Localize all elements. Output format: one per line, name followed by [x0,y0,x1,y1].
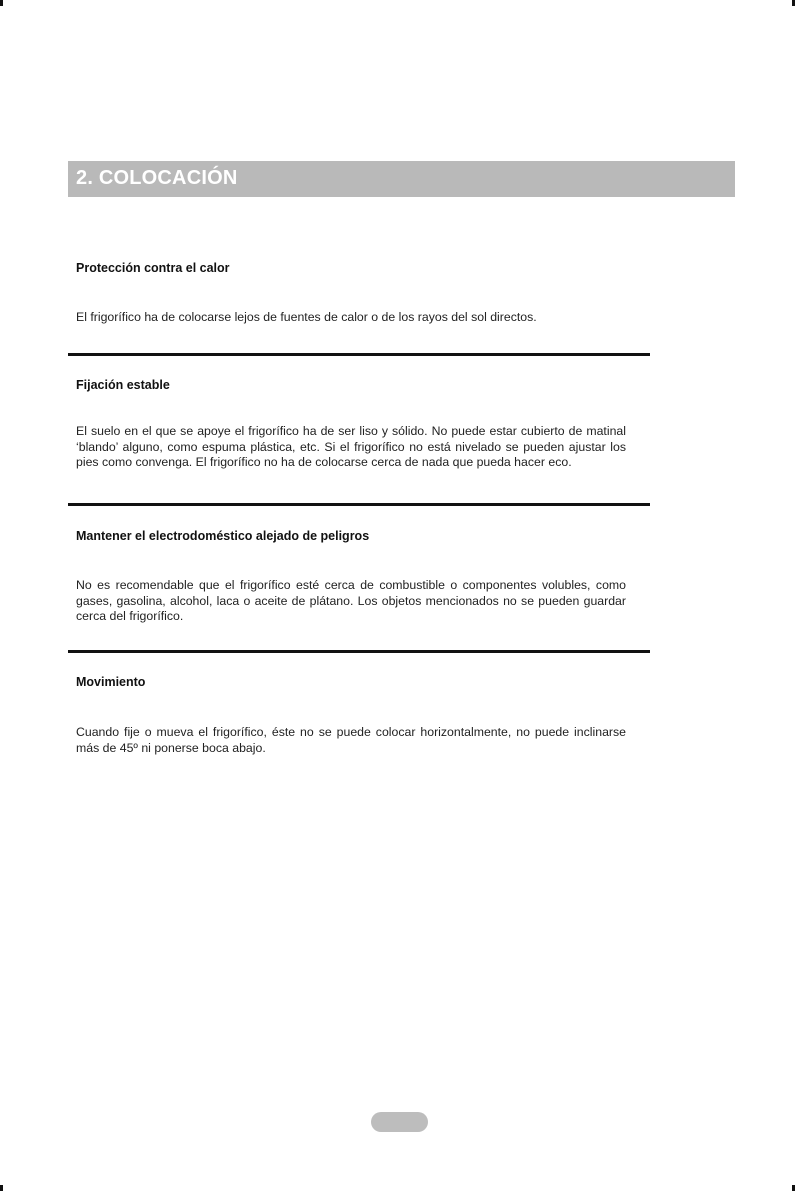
paragraph-stable-fixing: El suelo en el que se apoye el frigorífico ha de ser liso y sólido. No puede estar cubierto de matinal ‘blando’ alguno, como espuma plástica, etc. Si el frigorífico no está nivelado se pueden ajustar los pies como convenga. El frigorífico no ha de colocarse cerca de nada que pueda hacer eco. [76,424,626,470]
crop-mark [0,0,3,6]
heading-stable-fixing: Fijación estable [76,378,170,392]
heading-movement: Movimiento [76,675,146,689]
section-divider [68,503,650,506]
section-header [68,161,735,197]
heading-keep-away-hazards: Mantener el electrodoméstico alejado de peligros [76,529,370,543]
paragraph-keep-away-hazards: No es recomendable que el frigorífico esté cerca de combustible o componentes volubles, como gases, gasolina, alcohol, laca o aceite de plátano. Los objetos mencionados no se pueden guardar cerca del frigorífico. [76,578,626,624]
paragraph-movement: Cuando fije o mueva el frigorífico, éste no se puede colocar horizontalmente, no puede inclinarse más de 45º ni ponerse boca abajo. [76,725,626,755]
page-number-pill [371,1112,428,1132]
crop-mark [0,1185,3,1191]
section-divider [68,650,650,653]
section-title: 2. COLOCACIÓN [76,167,238,189]
section-divider [68,353,650,356]
paragraph-heat-protection: El frigorífico ha de colocarse lejos de fuentes de calor o de los rayos del sol directos. [76,310,537,324]
heading-heat-protection: Protección contra el calor [76,261,230,275]
